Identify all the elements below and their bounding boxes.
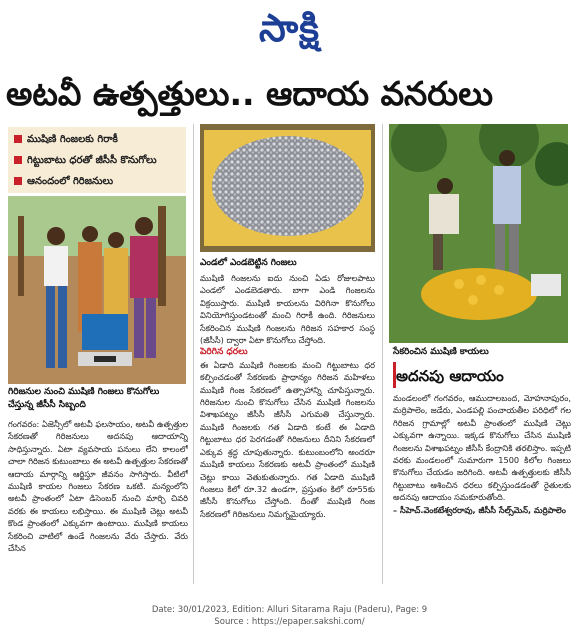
column-divider (382, 124, 383, 584)
sidebar-body (393, 392, 571, 584)
highlight-text: ఆనందంలో గిరిజనులు (27, 176, 114, 187)
drying-seeds-illustration (200, 124, 375, 252)
sidebar-title: అదనపు ఆదాయం (396, 367, 504, 385)
photo-gcc-purchase (8, 196, 186, 384)
footer-date-line: Date: 30/01/2023, Edition: Alluri Sitarama Raju (Paderu), Page: 9 (151, 605, 428, 615)
column-divider (193, 124, 194, 584)
highlight-text: గిట్టుబాటు ధరతో జీసీసీ కొనుగోలు (27, 155, 157, 166)
article-body-middle-main: ఈ ఏడాది ముషిణి గింజలకు మంచి గిట్టుబాటు ధర కల్పించడంతో సేకరణకు ప్రాధాన్యం గిరిజన మహిళలు ముషిణి గింజ సేకరణలో ఉత్సాహాన్ని చూపిస్తున్నారు. గిరిజనుల నుంచి కొనుగోలు చేసిన ముషిణి గింజలను విశాఖపట్నం జీసీసీ జీసీసీ ఎగుమతి చేస్తున్నారు. ముషిణి గింజలకు గత ఏడాది కంటే ఈ ఏడాది గిట్టుబాటు ధర పెరగడంతో గిరిజనులు దీనిని సేకరణలో ఎక్కువ శ్రద్ధ చూపుతున్నారు. కుటుంబంలోని అందరూ ముషిణి కాయలు సేకరణకు అటవీ ప్రాంతంలో ముషిణి చెట్లు కాయి వెతుకుతున్నారు. గత ఏడాది ముషిణి గింజలు కిలో రూ.32 ఉండగా, ప్రస్తుతం కిలో రూ55కు జీసీసీ కొనుగోలు చేస్తోంది. దీంతో ముషిణి గింజ సేకరణలో గిరిజనులు నిమగ్నమైయ్యారు. (200, 359, 375, 519)
highlight-item (14, 171, 180, 192)
article-body-middle-intro: ముషిణి గింజలను ఐదు నుంచి ఏడు రోజులపాటు ఎండలో ఎండబెడతారు. బాగా ఎండి గింజలను విక్రయిస్తారు. ముషిణి కాయలను విరిగినా కొనుగోలు వినియోగిస్తుండటంతో మంచి గిరాకీ ఉంది. గిరిజనులు సేకరించిన ముషిణి గింజలను గిరిజన సహకార సంస్థ (జీసీసీ) ద్వారా ఏటా కొనుగోలు చేస్తోంది. (200, 273, 375, 346)
highlight-text: ముషిణి గింజలకు గిరాకీ (27, 134, 118, 145)
photo-drying-seeds (200, 124, 375, 252)
collected-fruits-illustration (389, 124, 568, 343)
photo-caption-right: సేకరించిన ముషిణి కాయలు (393, 347, 489, 357)
page-footer (0, 604, 579, 628)
sidebar-signature: – సీహెచ్.వెంకటేశ్వరరావు, జీసీసీ సేల్స్‌మెన్, మర్రిపాలెం (393, 504, 566, 515)
sidebar-quote: మండలంలో గంగవరం, ఆముదాలబంద, మోహనాపురం, మర్రిపాలెం, జడేరు, ఎండపల్లి పంచాయతీల పరిధిలో గల గిరిజన గ్రామాల్లో అటవీ ప్రాంతంలో ముషిణి చెట్లు ఎక్కువగా ఉన్నాయి. ఇక్కడ కొనుగోలు చేసిన ముషిణి గింజలను విశాఖపట్నం జీసీసీ కేంద్రానికి తరలిస్తాం. ఇప్పటి వరకు మండలంలో సుమారుగా 1500 కిలోల గింజలు కొనుగోలు చేయడం జరిగింది. అటవీ ఉత్పత్తులకు జీసీసీ గిట్టుబాటు ఆశించిన ధరలు కల్పిస్తుండడంతో రైతులకు అదనపు ఆదాయం సమకూరుతోంది. (393, 393, 571, 503)
highlight-item (14, 150, 180, 171)
photo-gcc-purchase-illustration (8, 196, 186, 384)
photo-collected-fruits (389, 124, 568, 343)
bullet-square-icon (14, 135, 22, 143)
photo-caption-left: గిరిజనుల నుంచి ముషిణి గింజలు కొనుగోలు చేస్తున్న జీసీసీ సిబ్బంది (8, 387, 160, 410)
bullet-square-icon (14, 177, 22, 185)
highlight-item (14, 129, 180, 150)
highlights-box (8, 127, 186, 193)
article-body-left: గంగవరం: ఏజెన్సీలో అటవీ ఫలసాయం, అటవీ ఉత్పత్తుల సేకరణతో గిరిజనులు అదనపు ఆదాయాన్ని సాధిస్తున్నారు. ఏటా వ్యవసాయ పనులు లేని కాలంలో చాలా గిరిజన కుటుంబాలు ఈ అటవీ ఉత్పత్తుల సేకరణతో ఆదాయ మార్గాన్ని ఆర్జిస్తూ జీవనం సాగిస్తారు. వీటిలో ముషిణి కాయల గింజలు సేకరణ ఒకటి. మన్యంలోని అటవీ ప్రాంతంలో ఏటా డిసెంబర్ నుంచి మార్చి చివరి వరకు ఈ కాయలు లభిస్తాయి. ఈ ముషిణి చెట్లు అటవీ కొండ ప్రాంతంలో ఎక్కువగా ఉంటాయి. ముషిణి కాయలు సేకరించి వాటిలో ఉండే గింజలను వేరు చేస్తారు. వేరు చేసిన (8, 419, 188, 554)
bullet-square-icon (14, 156, 22, 164)
article-headline: అటవీ ఉత్పత్తులు.. ఆదాయ వనరులు (6, 74, 494, 113)
masthead-logo: సాక్షి (258, 6, 320, 50)
photo-caption-mid: ఎండలో ఎండబెట్టిన గింజలు (200, 258, 297, 268)
subheading-prices: పెరిగిన ధరలు (200, 347, 248, 358)
footer-source-line: Source : https://epaper.sakshi.com/ (214, 617, 365, 627)
article-body-middle (200, 272, 375, 584)
